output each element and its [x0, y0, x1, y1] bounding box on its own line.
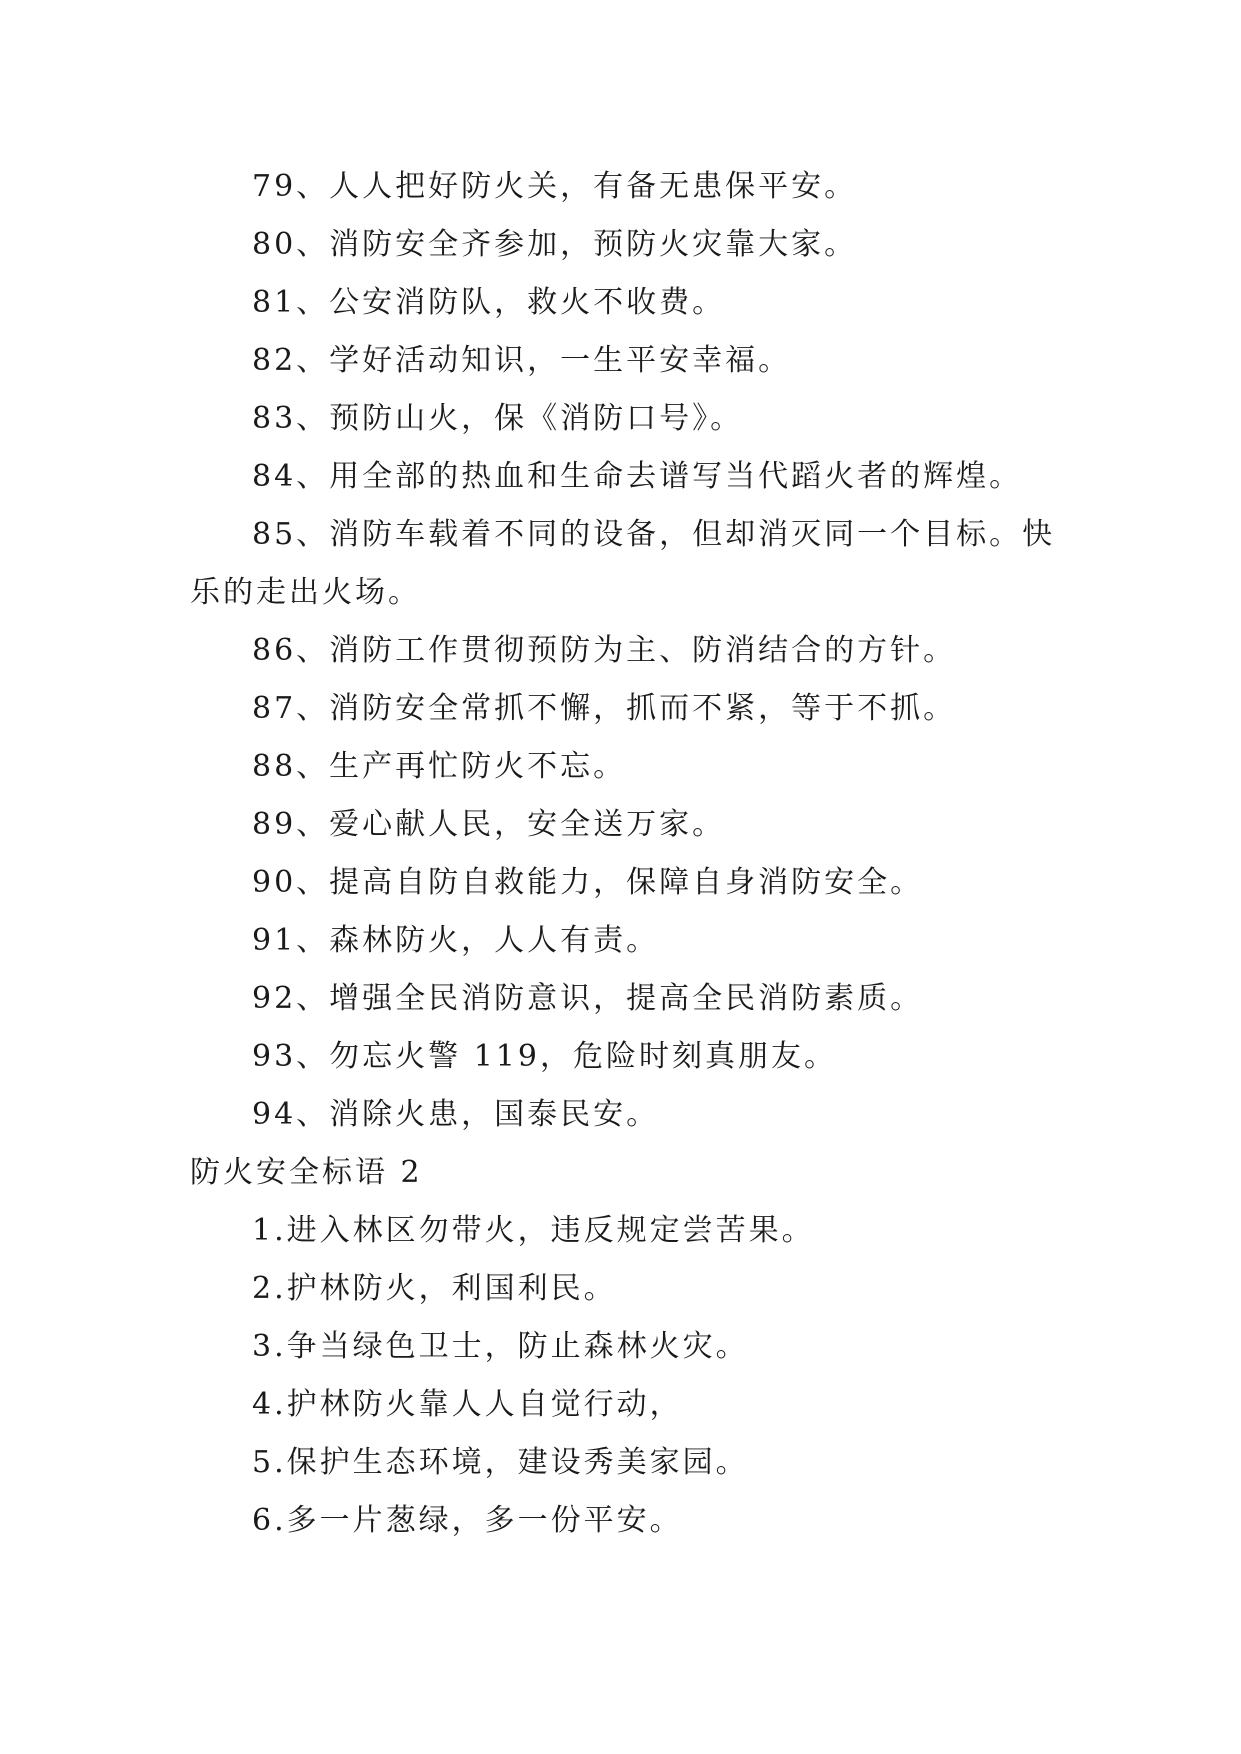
slogan-item: 90、提高自防自救能力，保障自身消防安全。 — [252, 865, 924, 900]
slogan-item: 89、爱心献人民，安全送万家。 — [252, 807, 726, 842]
slogan-item: 94、消除火患，国泰民安。 — [252, 1097, 660, 1132]
slogan-item-wrapped: 85、消防车载着不同的设备，但却消灭同一个目标。快乐的走出火场。 — [190, 517, 1056, 610]
section-item: 2.护林防火，利国利民。 — [252, 1271, 617, 1306]
slogan-item: 81、公安消防队，救火不收费。 — [252, 285, 726, 320]
section-item: 4.护林防火靠人人自觉行动， — [252, 1387, 683, 1422]
slogan-item: 82、学好活动知识，一生平安幸福。 — [252, 343, 792, 378]
slogan-item: 93、勿忘火警 119，危险时刻真朋友。 — [252, 1039, 837, 1074]
slogan-item: 79、人人把好防火关，有备无患保平安。 — [252, 169, 858, 204]
section-item: 3.争当绿色卫士，防止森林火灾。 — [252, 1329, 749, 1364]
slogan-item: 83、预防山火，保《消防口号》。 — [252, 401, 744, 436]
slogan-item: 80、消防安全齐参加，预防火灾靠大家。 — [252, 227, 858, 262]
section-item: 1.进入林区勿带火，违反规定尝苦果。 — [252, 1213, 815, 1248]
slogan-item: 92、增强全民消防意识，提高全民消防素质。 — [252, 981, 924, 1016]
slogan-item: 86、消防工作贯彻预防为主、防消结合的方针。 — [252, 633, 957, 668]
slogan-item: 87、消防安全常抓不懈，抓而不紧，等于不抓。 — [252, 691, 957, 726]
section-item: 6.多一片葱绿，多一份平安。 — [252, 1503, 683, 1538]
document-body — [190, 158, 1060, 1550]
slogan-item: 84、用全部的热血和生命去谱写当代蹈火者的辉煌。 — [252, 459, 1023, 494]
section-heading: 防火安全标语 2 — [190, 1155, 423, 1190]
section-item: 5.保护生态环境，建设秀美家园。 — [252, 1445, 749, 1480]
slogan-item: 88、生产再忙防火不忘。 — [252, 749, 627, 784]
slogan-item: 91、森林防火，人人有责。 — [252, 923, 660, 958]
